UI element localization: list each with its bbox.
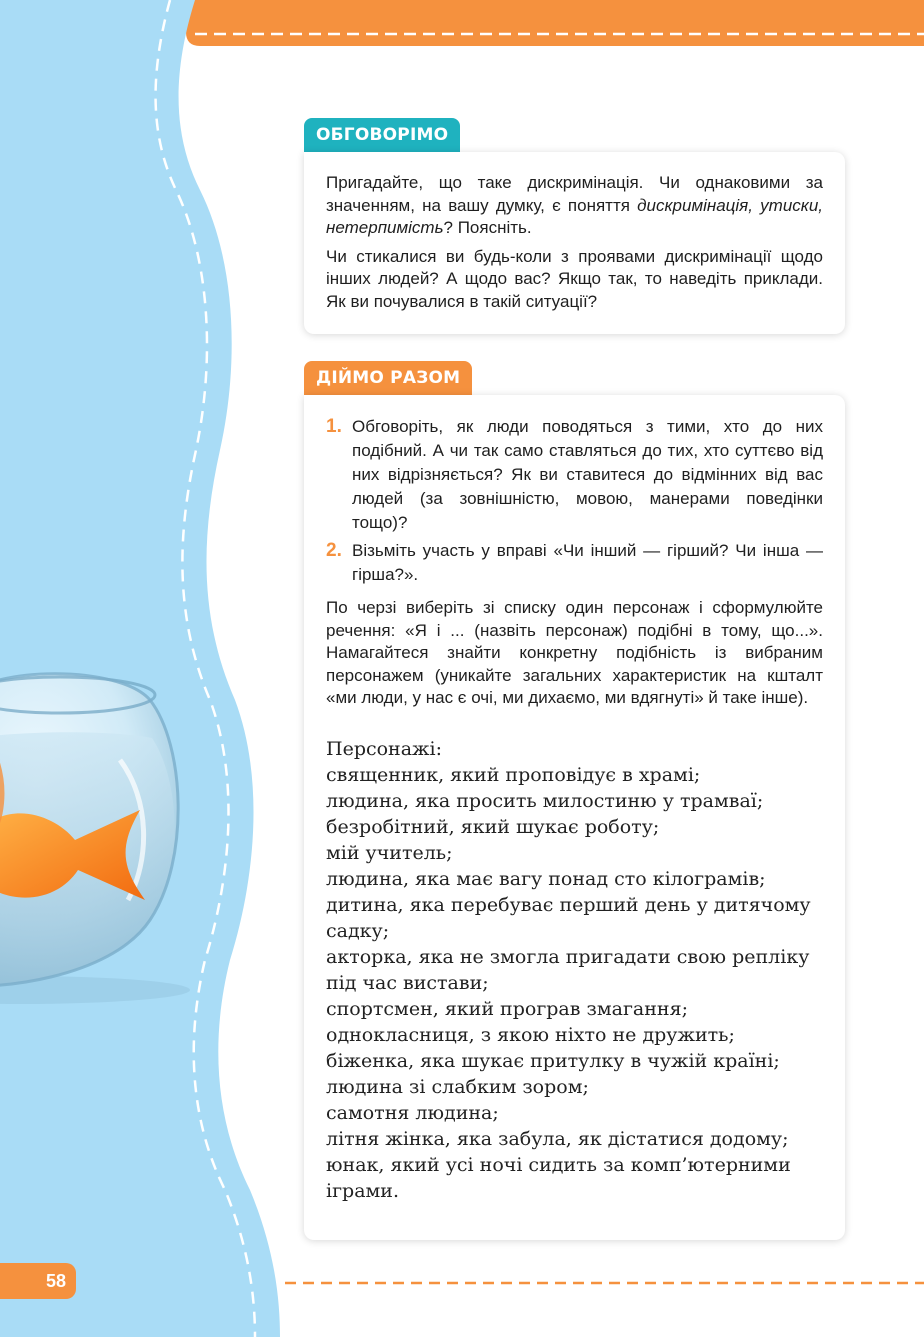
character-item: акторка, яка не змогла пригадати свою репліку під час вистави; [326, 945, 810, 994]
task-item: 1. Обговоріть, як люди поводяться з тими, хто до них подібний. А чи так само ставляться до тих, хто суттєво від них відрізняється? Як ви ставитеся до відмінних від вас людей (за зовнішністю, мовою, манерами поведінки тощо)? [326, 416, 823, 532]
character-item: людина зі слабким зором; [326, 1075, 589, 1098]
discuss-section-tab: ОБГОВОРІМО [304, 118, 460, 154]
task-item: 2. Візьміть участь у вправі «Чи інший — гірший? Чи інша — гірша?». [326, 540, 823, 584]
character-item: безробітний, який шукає роботу; [326, 815, 660, 838]
character-item: священник, який проповідує в храмі; [326, 763, 701, 786]
task-number: 2. [326, 540, 342, 561]
exercise-instruction: По черзі виберіть зі списку один персонаж і сформулюйте речення: «Я і ... (назвіть персонаж) подібні в тому, що...». Намагайтеся знайти конкретну подібність із вибраним персонажем (уникайте загальних характеристик на кшталт «ми люди, у нас є очі, ми дихаємо, ми вдягнуті» й таке інше). [326, 598, 823, 707]
page-number: 58 [0, 1263, 76, 1299]
left-blue-panel [0, 0, 280, 1337]
character-item: самотня людина; [326, 1101, 499, 1124]
character-item: дитина, яка перебуває перший день у дитячому садку; [326, 893, 811, 942]
character-item: юнак, який усі ночі сидить за комп’ютерними іграми. [326, 1153, 791, 1202]
character-item: людина, яка просить милостиню у трамваї; [326, 789, 764, 812]
character-item: людина, яка має вагу понад сто кілограмів; [326, 867, 766, 890]
act-together-card [304, 395, 845, 1240]
act-together-section-tab: ДІЙМО РАЗОМ [304, 361, 472, 397]
character-item: однокласниця, з якою ніхто не дружить; [326, 1023, 735, 1046]
characters-title: Персонажі: [326, 737, 443, 760]
character-item: мій учитель; [326, 841, 453, 864]
discuss-paragraph-2: Чи стикалися ви будь-коли з проявами дискримінації щодо інших людей? А щодо вас? Якщо так, то наведіть приклади. Як ви почувалися в такій ситуації? [326, 246, 823, 311]
task-list [326, 415, 823, 587]
character-item: спортсмен, який програв змагання; [326, 997, 688, 1020]
character-item: біженка, яка шукає притулку в чужій країні; [326, 1049, 780, 1072]
discuss-paragraph-1: Пригадайте, що таке дискримінація. Чи однаковими за значенням, на вашу думку, є поняття дискримінація, утиски, нетерпимість? Поясніть. [326, 173, 823, 237]
characters-list [326, 736, 823, 1204]
discuss-card [304, 152, 845, 334]
top-orange-band [186, 0, 924, 46]
character-item: літня жінка, яка забула, як дістатися додому; [326, 1127, 789, 1150]
task-number: 1. [326, 416, 342, 437]
